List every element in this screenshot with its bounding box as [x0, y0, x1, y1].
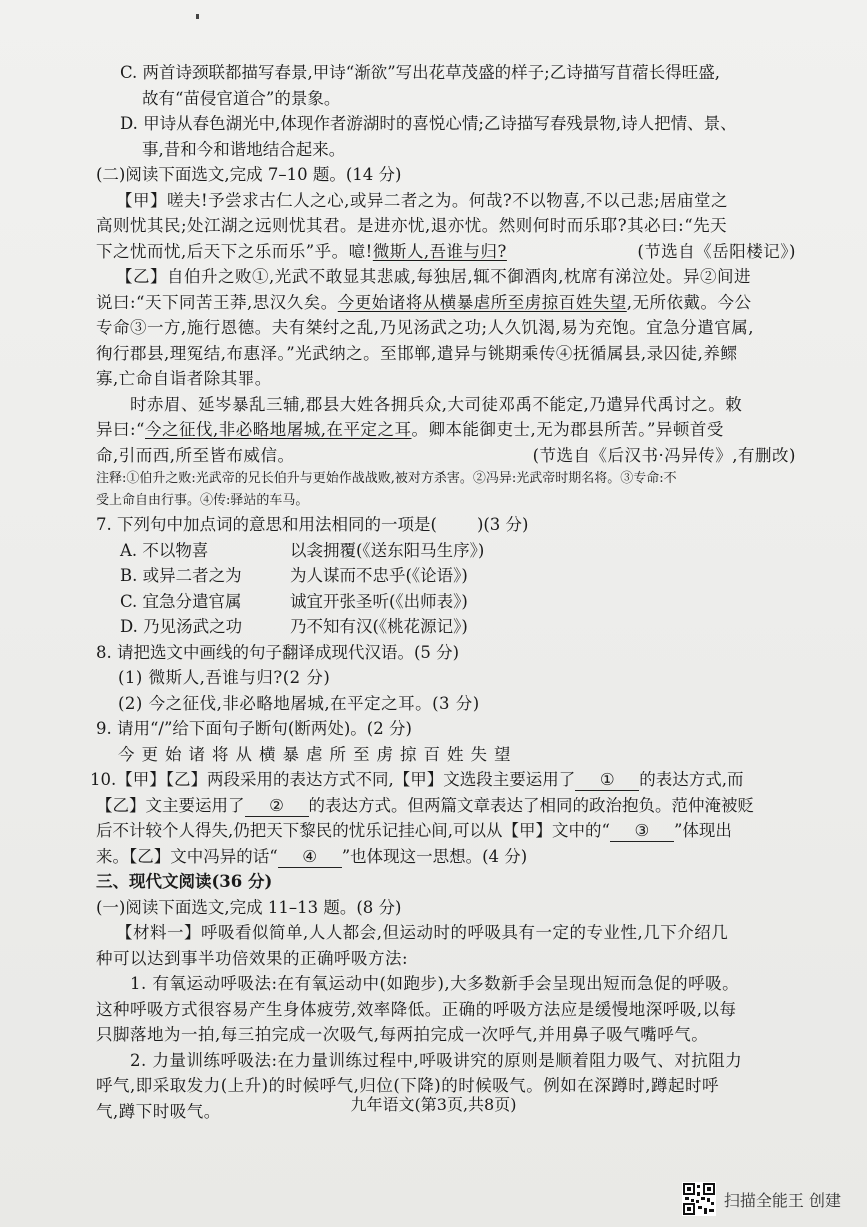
material-1-p2-line3: 气,蹲下时吸气。 — [96, 1101, 221, 1121]
section-3-title: 三、现代文阅读(36 分) — [96, 872, 273, 891]
passage-yi-line1: 【乙】自伯升之败①,光武不敢显其悲戚,每独居,辄不御酒肉,枕席有涕泣处。异②间进 — [116, 267, 751, 286]
material-1-line2: 种可以达到事半功倍效果的正确呼吸方法: — [96, 948, 409, 968]
passage-yi-line8: 命,引而西,所至皆布威信。 (节选自《后汉书·冯异传》,有删改) — [96, 443, 796, 469]
option-c-line2: 故有“苗侵官道合”的景象。 — [142, 88, 341, 108]
annotation-line2: 受上命自由行事。④传:驿站的车马。 — [96, 493, 309, 508]
material-1-p1-line2: 这种呼吸方式很容易产生身体疲劳,效率降低。正确的呼吸方法应是缓慢地深呼吸,以每 — [96, 999, 737, 1019]
question-7-option-b: B. 或异二者之为 为人谋而不忠乎(《论语》) — [120, 566, 468, 585]
material-1-line1: 【材料一】呼吸看似简单,人人都会,但运动时的呼吸具有一定的专业性,几下介绍几 — [116, 923, 729, 942]
underlined-sentence-2: 今之征伐,非必略地屠城,在平定之耳 — [145, 420, 412, 439]
question-8-stem: 8. 请把选文中画线的句子翻译成现代汉语。(5 分) — [96, 642, 460, 662]
passage-yi-line7: 异曰:“今之征伐,非必略地屠城,在平定之耳。卿本能御吏士,无为郡县所苦。”异顿首受 — [96, 420, 724, 439]
material-1-p2-line2: 呼气,即采取发力(上升)的时候呼气,归位(下降)的时候吸气。例如在深蹲时,蹲起时呼 — [96, 1076, 719, 1095]
annotation-line1: 注释:①伯升之败:光武帝的兄长伯升与更始作战战败,被对方杀害。②冯异:光武帝时期名将。③专命:不 — [96, 471, 677, 486]
underlined-sentence-1: 微斯人,吾谁与归? — [372, 241, 507, 261]
blank-4[interactable]: ④ — [278, 847, 342, 868]
question-8-sub2: (2) 今之征伐,非必略地屠城,在平定之耳。(3 分) — [118, 693, 480, 713]
material-1-p1-line3: 只脚落地为一拍,每三拍完成一次吸气,每两拍完成一次呼气,并用鼻子吸气嘴呼气。 — [96, 1025, 709, 1044]
blank-1[interactable]: ① — [575, 770, 639, 791]
qr-code-icon — [682, 1182, 716, 1216]
section-3-part-1: (一)阅读下面选文,完成 11–13 题。(8 分) — [96, 897, 402, 917]
passage-jia-line1: 【甲】嗟夫!予尝求古仁人之心,或异二者之为。何哉?不以物喜,不以己悲;居庙堂之 — [116, 190, 729, 210]
page-content — [90, 60, 796, 1124]
question-10-line1: 10.【甲】【乙】两段采用的表达方式不同,【甲】文选段主要运用了 ① 的表达方式,而 — [90, 770, 744, 789]
question-9-stem: 9. 请用“/”给下面句子断句(断两处)。(2 分) — [96, 719, 412, 738]
passage-yi-line6: 时赤眉、延岑暴乱三辅,郡县大姓各拥兵众,大司徒邓禹不能定,乃遣异代禹讨之。敕 — [130, 394, 743, 414]
question-7-option-a: A. 不以物喜 以衾拥覆(《送东阳马生序》) — [120, 540, 485, 560]
material-1-p2-line1: 2. 力量训练呼吸法:在力量训练过程中,呼吸讲究的原则是顺着阻力吸气、对抗阻力 — [130, 1050, 743, 1070]
page-footer: 九年语文(第3页,共8页) — [350, 1095, 517, 1114]
source-jia: (节选自《岳阳楼记》) — [637, 241, 796, 261]
blank-2[interactable]: ② — [245, 796, 309, 817]
question-9-sentence: 今更始诸将从横暴虐所至虏掠百姓失望 — [118, 744, 518, 764]
scanner-watermark-text: 扫描全能王 创建 — [723, 1190, 841, 1210]
blank-3[interactable]: ③ — [610, 821, 674, 842]
question-7-stem: 7. 下列句中加点词的意思和用法相同的一项是( )(3 分) — [96, 515, 529, 534]
passage-yi-line4: 徇行郡县,理冤结,布惠泽。”光武纳之。至邯郸,遣异与铫期乘传④抚循属县,录囚徒,养鳏 — [96, 343, 738, 363]
material-1-p1-line1: 1. 有氧运动呼吸法:在有氧运动中(如跑步),大多数新手会呈现出短而急促的呼吸。 — [130, 974, 740, 993]
scanner-watermark — [682, 1182, 841, 1216]
question-10-line3: 后不计较个人得失,仍把天下黎民的忧乐记挂心间,可以从【甲】文中的“ ③ ”体现出 — [96, 821, 732, 840]
option-d-line1: D. 甲诗从春色湖光中,体现作者游湖时的喜悦心情;乙诗描写春残景物,诗人把情、景、 — [120, 114, 737, 133]
source-yi: (节选自《后汉书·冯异传》,有删改) — [532, 445, 796, 465]
underlined-sentence-3: 今更始诸将从横暴虐所至虏掠百姓失望 — [337, 292, 627, 312]
question-7-option-c: C. 宜急分遣官属 诚宜开张圣听(《出师表》) — [120, 591, 468, 611]
passage-jia-line3: 下之忧而忧,后天下之乐而乐”乎。噫!微斯人,吾谁与归? (节选自《岳阳楼记》) — [96, 239, 796, 265]
ink-mark — [196, 14, 199, 19]
passage-yi-line5: 寡,亡命自诣者除其罪。 — [96, 369, 272, 388]
question-10-line4: 来。【乙】文中冯异的话“ ④ ”也体现这一思想。(4 分) — [96, 846, 528, 866]
question-7-option-d: D. 乃见汤武之功 乃不知有汉(《桃花源记》) — [120, 617, 468, 636]
section-2-title: (二)阅读下面选文,完成 7–10 题。(14 分) — [96, 165, 402, 184]
option-c-line1: C. 两首诗颈联都描写春景,甲诗“渐欲”写出花草茂盛的样子;乙诗描写苜蓿长得旺盛, — [120, 63, 720, 82]
passage-yi-line2: 说曰:“天下同苦王莽,思汉久矣。今更始诸将从横暴虐所至虏掠百姓失望,无所依戴。今公 — [96, 292, 752, 312]
question-8-sub1: (1) 微斯人,吾谁与归?(2 分) — [118, 668, 331, 687]
option-d-line2: 事,昔和今和谐地结合起来。 — [142, 139, 346, 159]
passage-yi-line3: 专命③一方,施行恩德。夫有桀纣之乱,乃见汤武之功;人久饥渴,易为充饱。宜急分遣官属, — [96, 318, 755, 337]
passage-jia-line2: 高则忧其民;处江湖之远则忧其君。是进亦忧,退亦忧。然则何时而乐耶?其必曰:“先天 — [96, 216, 728, 235]
question-10-line2: 【乙】文主要运用了 ② 的表达方式。但两篇文章表达了相同的政治抱负。范仲淹被贬 — [96, 795, 754, 815]
